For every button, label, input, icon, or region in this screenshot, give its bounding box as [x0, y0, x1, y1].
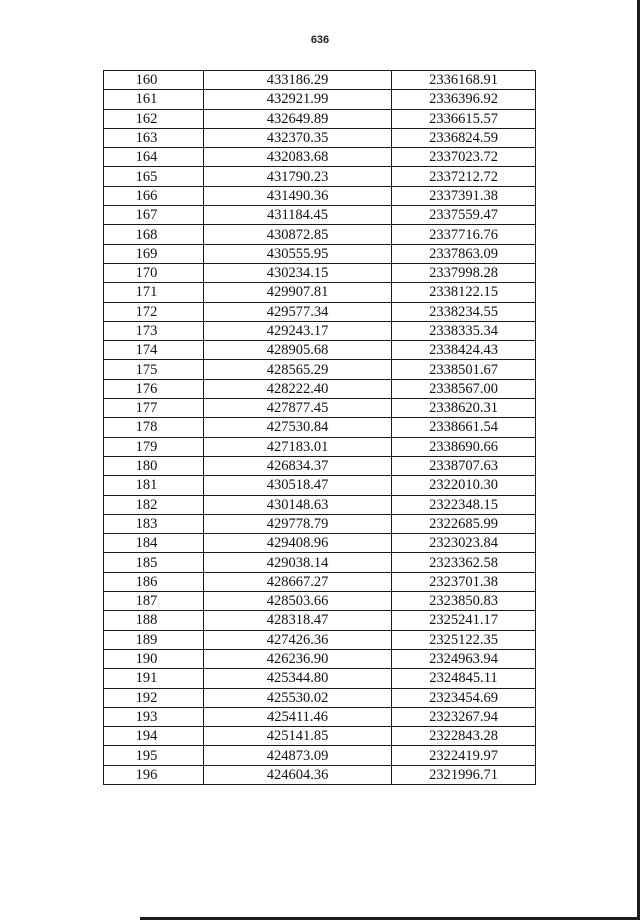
table-row [104, 90, 536, 109]
point-number-cell: 177 [104, 399, 204, 418]
y-coordinate-cell: 2338335.34 [392, 321, 536, 340]
y-coordinate-cell: 2322685.99 [392, 514, 536, 533]
x-coordinate-cell: 427530.84 [204, 418, 392, 437]
x-coordinate-cell: 433186.29 [204, 71, 392, 90]
x-coordinate-cell: 430148.63 [204, 495, 392, 514]
y-coordinate-cell: 2323701.38 [392, 572, 536, 591]
x-coordinate-cell: 431790.23 [204, 167, 392, 186]
x-coordinate-cell: 428222.40 [204, 379, 392, 398]
table-row [104, 534, 536, 553]
y-coordinate-cell: 2337863.09 [392, 244, 536, 263]
page-number: 636 [310, 34, 330, 46]
point-number-cell: 189 [104, 630, 204, 649]
x-coordinate-cell: 428905.68 [204, 341, 392, 360]
table-row [104, 71, 536, 90]
x-coordinate-cell: 428318.47 [204, 611, 392, 630]
point-number-cell: 194 [104, 727, 204, 746]
y-coordinate-cell: 2338424.43 [392, 341, 536, 360]
y-coordinate-cell: 2323023.84 [392, 534, 536, 553]
table-row [104, 128, 536, 147]
table-row [104, 283, 536, 302]
x-coordinate-cell: 427183.01 [204, 437, 392, 456]
y-coordinate-cell: 2338707.63 [392, 456, 536, 475]
y-coordinate-cell: 2338567.00 [392, 379, 536, 398]
y-coordinate-cell: 2321996.71 [392, 765, 536, 784]
x-coordinate-cell: 428667.27 [204, 572, 392, 591]
x-coordinate-cell: 431184.45 [204, 206, 392, 225]
y-coordinate-cell: 2337716.76 [392, 225, 536, 244]
y-coordinate-cell: 2323850.83 [392, 592, 536, 611]
point-number-cell: 167 [104, 206, 204, 225]
table-row [104, 514, 536, 533]
point-number-cell: 169 [104, 244, 204, 263]
x-coordinate-cell: 432921.99 [204, 90, 392, 109]
x-coordinate-cell: 429408.96 [204, 534, 392, 553]
x-coordinate-cell: 429778.79 [204, 514, 392, 533]
point-number-cell: 191 [104, 669, 204, 688]
point-number-cell: 181 [104, 476, 204, 495]
table-row [104, 669, 536, 688]
point-number-cell: 176 [104, 379, 204, 398]
point-number-cell: 190 [104, 649, 204, 668]
table-row [104, 765, 536, 784]
x-coordinate-cell: 432083.68 [204, 148, 392, 167]
y-coordinate-cell: 2325241.17 [392, 611, 536, 630]
y-coordinate-cell: 2337023.72 [392, 148, 536, 167]
x-coordinate-cell: 430234.15 [204, 263, 392, 282]
y-coordinate-cell: 2337391.38 [392, 186, 536, 205]
x-coordinate-cell: 432370.35 [204, 128, 392, 147]
table-row [104, 148, 536, 167]
y-coordinate-cell: 2338620.31 [392, 399, 536, 418]
point-number-cell: 170 [104, 263, 204, 282]
point-number-cell: 171 [104, 283, 204, 302]
x-coordinate-cell: 425411.46 [204, 707, 392, 726]
x-coordinate-cell: 424873.09 [204, 746, 392, 765]
table-row [104, 437, 536, 456]
point-number-cell: 173 [104, 321, 204, 340]
y-coordinate-cell: 2337559.47 [392, 206, 536, 225]
y-coordinate-cell: 2322348.15 [392, 495, 536, 514]
table-row [104, 302, 536, 321]
x-coordinate-cell: 427877.45 [204, 399, 392, 418]
point-number-cell: 185 [104, 553, 204, 572]
y-coordinate-cell: 2324963.94 [392, 649, 536, 668]
point-number-cell: 166 [104, 186, 204, 205]
table-row [104, 109, 536, 128]
point-number-cell: 174 [104, 341, 204, 360]
table-row [104, 167, 536, 186]
x-coordinate-cell: 430518.47 [204, 476, 392, 495]
table-row [104, 727, 536, 746]
y-coordinate-cell: 2337212.72 [392, 167, 536, 186]
x-coordinate-cell: 425530.02 [204, 688, 392, 707]
y-coordinate-cell: 2338122.15 [392, 283, 536, 302]
y-coordinate-cell: 2322843.28 [392, 727, 536, 746]
point-number-cell: 175 [104, 360, 204, 379]
x-coordinate-cell: 432649.89 [204, 109, 392, 128]
point-number-cell: 186 [104, 572, 204, 591]
table-row [104, 379, 536, 398]
table-row [104, 225, 536, 244]
y-coordinate-cell: 2338234.55 [392, 302, 536, 321]
point-number-cell: 182 [104, 495, 204, 514]
x-coordinate-cell: 429577.34 [204, 302, 392, 321]
point-number-cell: 184 [104, 534, 204, 553]
table-row [104, 495, 536, 514]
x-coordinate-cell: 429243.17 [204, 321, 392, 340]
y-coordinate-cell: 2336168.91 [392, 71, 536, 90]
y-coordinate-cell: 2322010.30 [392, 476, 536, 495]
table-row [104, 186, 536, 205]
x-coordinate-cell: 428503.66 [204, 592, 392, 611]
point-number-cell: 163 [104, 128, 204, 147]
table-row [104, 321, 536, 340]
y-coordinate-cell: 2338501.67 [392, 360, 536, 379]
point-number-cell: 193 [104, 707, 204, 726]
x-coordinate-cell: 429038.14 [204, 553, 392, 572]
x-coordinate-cell: 425141.85 [204, 727, 392, 746]
point-number-cell: 196 [104, 765, 204, 784]
coordinates-table-container [103, 70, 535, 785]
point-number-cell: 161 [104, 90, 204, 109]
table-row [104, 553, 536, 572]
point-number-cell: 183 [104, 514, 204, 533]
y-coordinate-cell: 2337998.28 [392, 263, 536, 282]
table-row [104, 649, 536, 668]
table-row [104, 707, 536, 726]
point-number-cell: 179 [104, 437, 204, 456]
point-number-cell: 160 [104, 71, 204, 90]
y-coordinate-cell: 2322419.97 [392, 746, 536, 765]
table-row [104, 456, 536, 475]
y-coordinate-cell: 2336615.57 [392, 109, 536, 128]
point-number-cell: 168 [104, 225, 204, 244]
point-number-cell: 165 [104, 167, 204, 186]
y-coordinate-cell: 2324845.11 [392, 669, 536, 688]
x-coordinate-cell: 430872.85 [204, 225, 392, 244]
point-number-cell: 162 [104, 109, 204, 128]
table-row [104, 399, 536, 418]
table-row [104, 341, 536, 360]
table-row [104, 572, 536, 591]
table-row [104, 263, 536, 282]
y-coordinate-cell: 2338690.66 [392, 437, 536, 456]
y-coordinate-cell: 2336824.59 [392, 128, 536, 147]
x-coordinate-cell: 425344.80 [204, 669, 392, 688]
table-row [104, 746, 536, 765]
table-row [104, 244, 536, 263]
table-row [104, 688, 536, 707]
coordinates-table [103, 70, 536, 785]
y-coordinate-cell: 2325122.35 [392, 630, 536, 649]
table-row [104, 592, 536, 611]
x-coordinate-cell: 430555.95 [204, 244, 392, 263]
x-coordinate-cell: 426236.90 [204, 649, 392, 668]
y-coordinate-cell: 2323267.94 [392, 707, 536, 726]
x-coordinate-cell: 431490.36 [204, 186, 392, 205]
point-number-cell: 195 [104, 746, 204, 765]
y-coordinate-cell: 2323362.58 [392, 553, 536, 572]
x-coordinate-cell: 426834.37 [204, 456, 392, 475]
point-number-cell: 164 [104, 148, 204, 167]
y-coordinate-cell: 2323454.69 [392, 688, 536, 707]
table-row [104, 476, 536, 495]
x-coordinate-cell: 428565.29 [204, 360, 392, 379]
coordinates-table-body [104, 71, 536, 785]
point-number-cell: 178 [104, 418, 204, 437]
y-coordinate-cell: 2338661.54 [392, 418, 536, 437]
x-coordinate-cell: 429907.81 [204, 283, 392, 302]
table-row [104, 630, 536, 649]
point-number-cell: 172 [104, 302, 204, 321]
point-number-cell: 192 [104, 688, 204, 707]
x-coordinate-cell: 427426.36 [204, 630, 392, 649]
x-coordinate-cell: 424604.36 [204, 765, 392, 784]
point-number-cell: 188 [104, 611, 204, 630]
point-number-cell: 180 [104, 456, 204, 475]
table-row [104, 611, 536, 630]
point-number-cell: 187 [104, 592, 204, 611]
table-row [104, 418, 536, 437]
y-coordinate-cell: 2336396.92 [392, 90, 536, 109]
table-row [104, 206, 536, 225]
table-row [104, 360, 536, 379]
